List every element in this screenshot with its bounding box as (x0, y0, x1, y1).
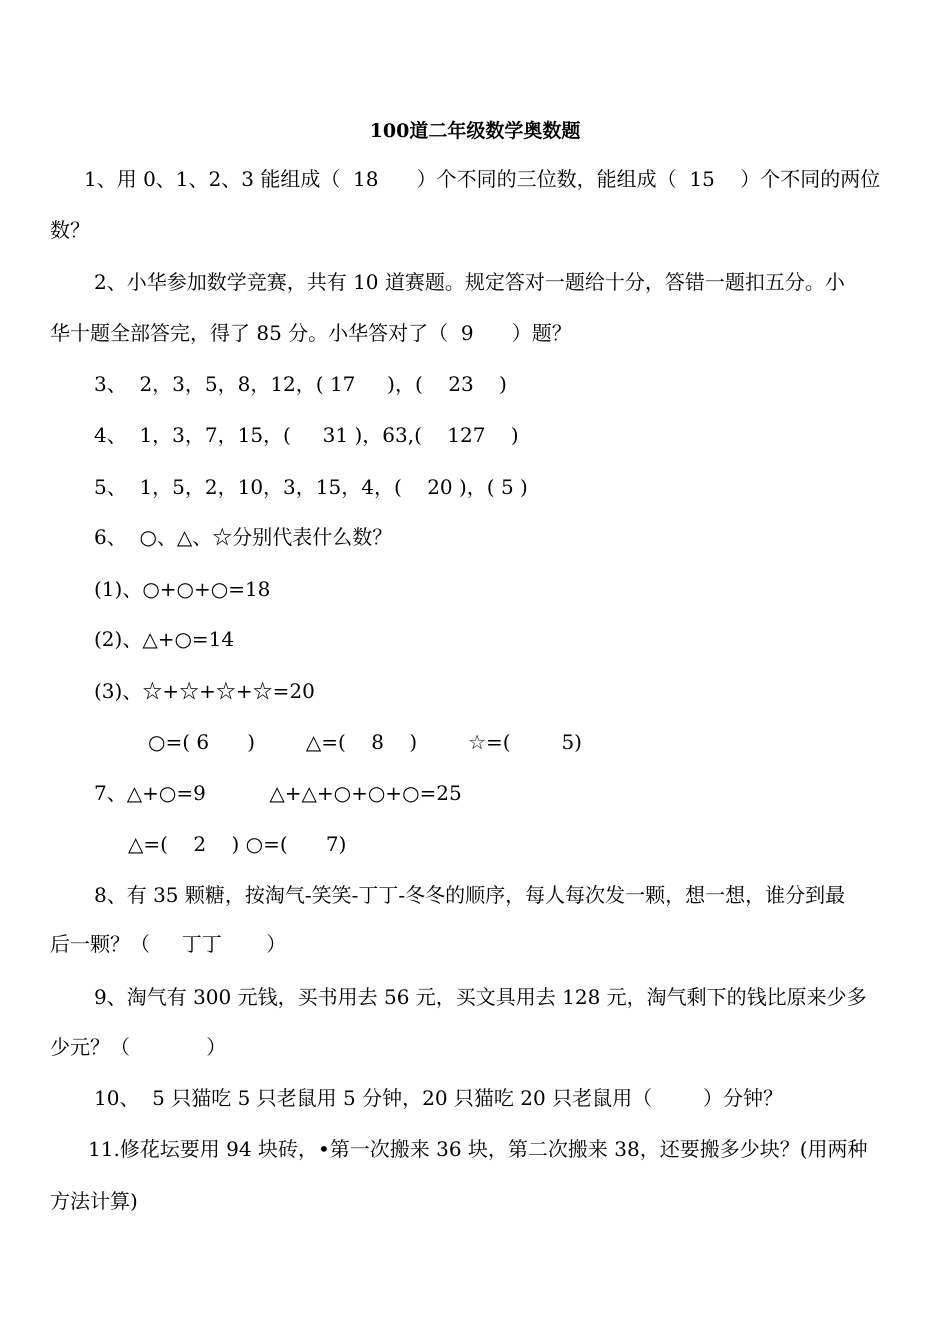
problem-1-line-2: 数？ (50, 218, 90, 242)
page-title: 100道二年级数学奥数题 (369, 120, 581, 142)
problem-8-line-2: 后一颗？（ 丁丁 ） (50, 932, 287, 956)
problem-3: 3、 2，3，5，8，12，( 17 )，( 23 ) (94, 372, 507, 396)
problem-9-line-2: 少元？（ ） (50, 1035, 227, 1059)
problem-7: 7、△+○=9 △+△+○+○+○=25 (94, 781, 462, 805)
problem-2-line-1: 2、小华参加数学竞赛，共有 10 道赛题。规定答对一题给十分，答错一题扣五分。小 (94, 270, 845, 294)
problem-6: 6、 ○、△、☆分别代表什么数？ (94, 525, 393, 549)
problem-10: 10、 5 只猫吃 5 只老鼠用 5 分钟，20 只猫吃 20 只老鼠用（ ）分钟？ (94, 1086, 783, 1110)
problem-11-line-2: 方法计算) (50, 1189, 138, 1213)
problem-9-line-1: 9、淘气有 300 元钱，买书用去 56 元，买文具用去 128 元，淘气剩下的钱比原来少多 (94, 985, 867, 1009)
problem-5: 5、 1，5，2，10，3，15，4，( 20 )，( 5 ) (94, 475, 528, 499)
problem-2-line-2: 华十题全部答完，得了 85 分。小华答对了（ 9 ）题？ (50, 321, 572, 345)
problem-4: 4、 1，3，7，15，( 31 )，63,( 127 ) (94, 423, 519, 447)
problem-6-part-3: (3)、☆+☆+☆+☆=20 (94, 679, 315, 703)
problem-7-answers: △=( 2 ) ○=( 7) (128, 832, 347, 856)
problem-6-part-1: (1)、○+○+○=18 (94, 577, 271, 601)
problem-6-part-2: (2)、△+○=14 (94, 627, 235, 651)
problem-1-line-1: 1、用 0、1、2、3 能组成（ 18 ）个不同的三位数，能组成（ 15 ）个不同的两位 (84, 167, 881, 191)
problem-6-answers: ○=( 6 ) △=( 8 ) ☆=( 5) (148, 730, 582, 754)
problem-11-line-1: 11.修花坛要用 94 块砖，•第一次搬来 36 块，第二次搬来 38，还要搬多少块？(用两种 (88, 1137, 868, 1161)
problem-8-line-1: 8、有 35 颗糖，按淘气-笑笑-丁丁-冬冬的顺序，每人每次发一颗，想一想，谁分到最 (94, 883, 846, 907)
